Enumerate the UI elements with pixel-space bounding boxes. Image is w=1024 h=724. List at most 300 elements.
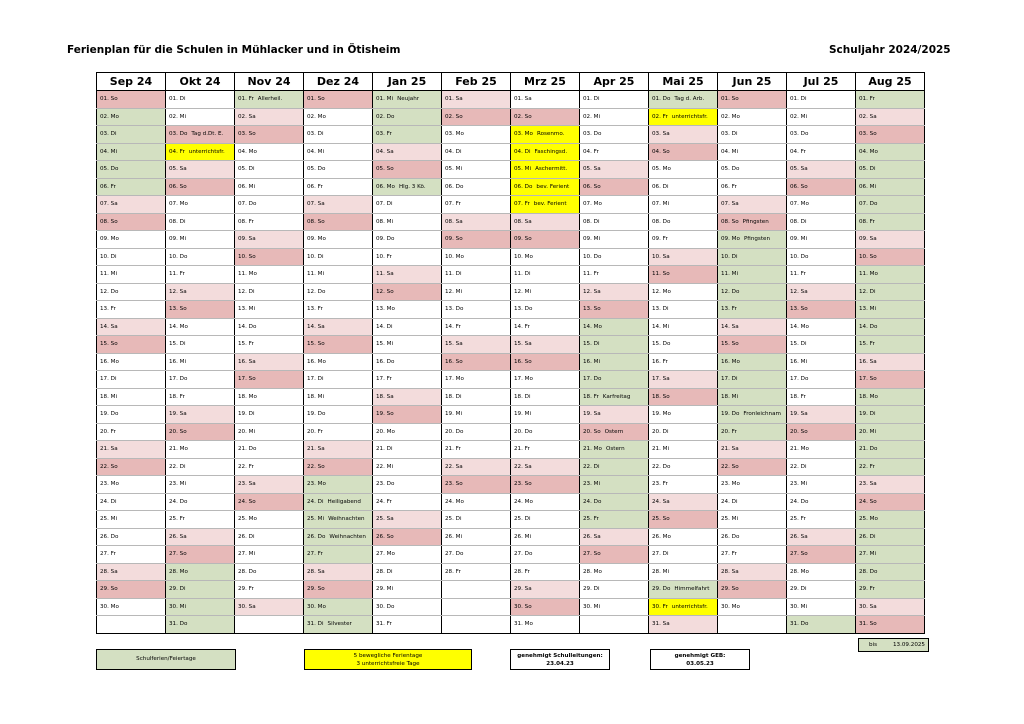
day-cell bbox=[718, 283, 787, 301]
day-cell bbox=[235, 318, 304, 336]
day-cell bbox=[787, 143, 856, 161]
table-row bbox=[97, 161, 925, 179]
day-label: 22. Di bbox=[583, 463, 600, 470]
day-cell bbox=[649, 423, 718, 441]
day-cell bbox=[718, 178, 787, 196]
day-cell bbox=[511, 581, 580, 599]
day-label: 31. Fr bbox=[376, 621, 392, 628]
day-label: 19. Sa bbox=[583, 411, 601, 418]
day-cell bbox=[580, 213, 649, 231]
day-label: 18. Di bbox=[514, 393, 531, 400]
day-label: 20. Fr bbox=[307, 428, 323, 435]
day-cell bbox=[580, 546, 649, 564]
day-label: 23. Mo bbox=[721, 481, 740, 488]
day-label: 10. Do bbox=[583, 253, 602, 260]
day-label: 07. Do bbox=[859, 201, 878, 208]
legend-schulleitungen-line2: 23.04.23 bbox=[546, 661, 574, 667]
day-note: Hlg. 3 Kö. bbox=[398, 183, 426, 190]
day-label: 22. Fr bbox=[859, 463, 875, 470]
day-cell bbox=[166, 301, 235, 319]
day-label: 31. Do bbox=[169, 621, 188, 628]
day-cell bbox=[787, 616, 856, 634]
day-cell bbox=[787, 248, 856, 266]
day-label: 17. So bbox=[859, 376, 877, 383]
day-label: 30. Sa bbox=[238, 603, 256, 610]
day-label: 11. Mo bbox=[859, 271, 878, 278]
day-label: 21. Fr bbox=[445, 446, 461, 453]
day-note: Pfingsten bbox=[743, 236, 771, 243]
day-cell bbox=[718, 318, 787, 336]
day-cell bbox=[718, 213, 787, 231]
day-label: 08. Sa bbox=[514, 218, 532, 225]
day-cell bbox=[787, 563, 856, 581]
day-label: 27. Fr bbox=[307, 551, 323, 558]
day-cell bbox=[649, 616, 718, 634]
day-cell bbox=[649, 528, 718, 546]
day-label: 08. Fr bbox=[859, 218, 875, 225]
day-cell bbox=[511, 546, 580, 564]
day-cell bbox=[97, 283, 166, 301]
day-cell bbox=[235, 301, 304, 319]
day-label: 13. So bbox=[790, 306, 808, 313]
day-note: Rosenmo. bbox=[536, 131, 565, 138]
day-cell bbox=[235, 108, 304, 126]
day-cell bbox=[649, 458, 718, 476]
day-cell bbox=[511, 266, 580, 284]
day-label: 25. So bbox=[652, 516, 670, 523]
day-cell bbox=[718, 406, 787, 424]
day-label: 26. Do bbox=[721, 533, 740, 540]
day-cell bbox=[856, 353, 925, 371]
day-cell bbox=[304, 458, 373, 476]
day-cell bbox=[235, 371, 304, 389]
day-cell bbox=[856, 458, 925, 476]
day-label: 28. Mo bbox=[169, 568, 188, 575]
day-label: 02. Do bbox=[376, 113, 395, 120]
day-label: 24. Do bbox=[583, 498, 602, 505]
day-cell bbox=[511, 493, 580, 511]
day-label: 09. Mi bbox=[169, 236, 187, 243]
legend-geb-line2: 03.05.23 bbox=[686, 661, 714, 667]
day-cell bbox=[580, 581, 649, 599]
table-row bbox=[97, 266, 925, 284]
day-cell bbox=[718, 161, 787, 179]
day-label: 06. Di bbox=[652, 183, 669, 190]
day-cell bbox=[787, 266, 856, 284]
day-cell bbox=[787, 581, 856, 599]
day-cell bbox=[718, 248, 787, 266]
day-cell bbox=[787, 528, 856, 546]
day-label: 01. Sa bbox=[514, 96, 532, 103]
day-label: 13. So bbox=[583, 306, 601, 313]
day-cell bbox=[166, 213, 235, 231]
day-note: unterrichtsfr. bbox=[671, 113, 708, 120]
day-label: 04. Mi bbox=[307, 148, 325, 155]
day-cell bbox=[442, 493, 511, 511]
day-label: 17. Di bbox=[721, 376, 738, 383]
day-cell bbox=[373, 108, 442, 126]
day-label: 03. Di bbox=[721, 131, 738, 138]
day-cell bbox=[442, 458, 511, 476]
day-cell bbox=[304, 511, 373, 529]
day-cell bbox=[580, 616, 649, 634]
day-cell bbox=[787, 423, 856, 441]
day-cell bbox=[856, 371, 925, 389]
day-label: 02. Mi bbox=[583, 113, 601, 120]
day-label: 02. Fr bbox=[652, 113, 668, 120]
legend-bewegliche-line2: 3 unterrichtsfreie Tage bbox=[356, 661, 420, 667]
day-cell bbox=[649, 283, 718, 301]
day-cell bbox=[787, 546, 856, 564]
day-cell bbox=[166, 161, 235, 179]
day-cell bbox=[373, 388, 442, 406]
day-cell bbox=[373, 581, 442, 599]
day-cell bbox=[97, 528, 166, 546]
day-cell bbox=[649, 178, 718, 196]
day-label: 29. So bbox=[100, 586, 118, 593]
day-cell bbox=[718, 528, 787, 546]
day-label: 31. So bbox=[859, 621, 877, 628]
day-label: 16. Do bbox=[376, 358, 395, 365]
day-label: 17. Do bbox=[790, 376, 809, 383]
day-label: 05. Mi bbox=[445, 166, 463, 173]
day-cell bbox=[304, 196, 373, 214]
day-cell bbox=[373, 231, 442, 249]
day-cell bbox=[97, 511, 166, 529]
table-row bbox=[97, 493, 925, 511]
day-label: 09. Do bbox=[376, 236, 395, 243]
day-cell bbox=[718, 511, 787, 529]
day-label: 08. So bbox=[721, 218, 739, 225]
day-cell bbox=[718, 196, 787, 214]
day-cell bbox=[718, 301, 787, 319]
day-cell bbox=[580, 196, 649, 214]
day-label: 21. Mo bbox=[583, 446, 602, 453]
day-cell bbox=[649, 213, 718, 231]
day-cell bbox=[856, 213, 925, 231]
day-cell bbox=[304, 248, 373, 266]
day-cell bbox=[856, 546, 925, 564]
day-cell bbox=[235, 283, 304, 301]
day-cell bbox=[235, 266, 304, 284]
day-cell bbox=[235, 441, 304, 459]
day-label: 14. Mo bbox=[790, 323, 809, 330]
day-cell bbox=[580, 406, 649, 424]
day-cell bbox=[166, 441, 235, 459]
day-cell bbox=[97, 143, 166, 161]
table-row bbox=[97, 563, 925, 581]
day-cell bbox=[511, 528, 580, 546]
day-cell bbox=[511, 458, 580, 476]
day-label: 27. Di bbox=[652, 551, 669, 558]
day-cell bbox=[718, 563, 787, 581]
day-label: 31. Do bbox=[790, 621, 809, 628]
day-cell bbox=[442, 371, 511, 389]
day-cell bbox=[304, 231, 373, 249]
day-cell bbox=[787, 301, 856, 319]
day-cell bbox=[718, 423, 787, 441]
day-label: 25. Fr bbox=[790, 516, 806, 523]
day-cell bbox=[373, 161, 442, 179]
month-header: Okt 24 bbox=[166, 73, 235, 91]
day-cell bbox=[166, 196, 235, 214]
day-cell bbox=[166, 528, 235, 546]
day-label: 09. Mo bbox=[307, 236, 326, 243]
day-cell bbox=[304, 266, 373, 284]
day-cell bbox=[373, 91, 442, 109]
day-cell bbox=[304, 493, 373, 511]
day-note: Heiligabend bbox=[327, 498, 361, 505]
day-cell bbox=[442, 616, 511, 634]
day-cell bbox=[649, 441, 718, 459]
holiday-calendar-table bbox=[96, 72, 925, 634]
day-label: 18. Mi bbox=[721, 393, 739, 400]
day-label: 13. Mo bbox=[376, 306, 395, 313]
day-cell bbox=[442, 301, 511, 319]
day-cell bbox=[304, 546, 373, 564]
day-label: 16. So bbox=[514, 358, 532, 365]
month-header: Dez 24 bbox=[304, 73, 373, 91]
day-cell bbox=[787, 161, 856, 179]
day-label: 30. Fr bbox=[652, 603, 668, 610]
day-label: 01. Di bbox=[790, 96, 807, 103]
day-cell bbox=[442, 546, 511, 564]
day-label: 13. Do bbox=[445, 306, 464, 313]
day-label: 20. Fr bbox=[721, 428, 737, 435]
day-label: 09. Mi bbox=[790, 236, 808, 243]
day-label: 16. Mi bbox=[583, 358, 601, 365]
day-cell bbox=[304, 353, 373, 371]
day-cell bbox=[442, 336, 511, 354]
day-cell bbox=[511, 353, 580, 371]
day-label: 16. Fr bbox=[652, 358, 668, 365]
table-row bbox=[97, 476, 925, 494]
day-label: 22. So bbox=[307, 463, 325, 470]
day-label: 24. Sa bbox=[652, 498, 670, 505]
day-label: 26. Mi bbox=[445, 533, 463, 540]
day-cell bbox=[97, 126, 166, 144]
day-cell bbox=[442, 563, 511, 581]
day-cell bbox=[235, 336, 304, 354]
month-header: Jan 25 bbox=[373, 73, 442, 91]
day-label: 09. Mo bbox=[100, 236, 119, 243]
day-label: 26. So bbox=[376, 533, 394, 540]
day-label: 06. Do bbox=[514, 183, 533, 190]
day-note: Allerheil. bbox=[257, 96, 283, 103]
day-label: 24. Mo bbox=[445, 498, 464, 505]
day-label: 21. Do bbox=[859, 446, 878, 453]
day-cell bbox=[304, 336, 373, 354]
day-cell bbox=[97, 161, 166, 179]
day-cell bbox=[97, 406, 166, 424]
month-header: Jul 25 bbox=[787, 73, 856, 91]
day-cell bbox=[856, 266, 925, 284]
day-cell bbox=[787, 126, 856, 144]
day-label: 29. Sa bbox=[514, 586, 532, 593]
day-label: 26. Sa bbox=[169, 533, 187, 540]
day-cell bbox=[373, 406, 442, 424]
day-label: 13. Mi bbox=[238, 306, 256, 313]
table-row bbox=[97, 283, 925, 301]
table-row bbox=[97, 91, 925, 109]
day-label: 22. Di bbox=[169, 463, 186, 470]
day-label: 24. So bbox=[238, 498, 256, 505]
day-label: 04. So bbox=[652, 148, 670, 155]
day-cell bbox=[442, 598, 511, 616]
day-label: 23. Mi bbox=[583, 481, 601, 488]
day-label: 21. Do bbox=[238, 446, 257, 453]
day-label: 10. Mo bbox=[445, 253, 464, 260]
day-label: 15. So bbox=[100, 341, 118, 348]
day-cell bbox=[373, 353, 442, 371]
day-label: 23. Mo bbox=[307, 481, 326, 488]
day-label: 02. So bbox=[514, 113, 532, 120]
day-label: 12. Sa bbox=[790, 288, 808, 295]
day-label: 01. Do bbox=[652, 96, 671, 103]
day-label: 04. Mo bbox=[238, 148, 257, 155]
day-note: Silvester bbox=[327, 621, 352, 628]
day-cell bbox=[442, 476, 511, 494]
day-cell bbox=[580, 336, 649, 354]
day-cell bbox=[235, 581, 304, 599]
day-label: 09. Sa bbox=[238, 236, 256, 243]
day-label: 16. So bbox=[445, 358, 463, 365]
month-header: Sep 24 bbox=[97, 73, 166, 91]
table-row bbox=[97, 511, 925, 529]
day-label: 17. So bbox=[238, 376, 256, 383]
day-label: 12. Sa bbox=[169, 288, 187, 295]
day-cell bbox=[304, 143, 373, 161]
day-cell bbox=[856, 423, 925, 441]
day-cell bbox=[373, 266, 442, 284]
day-cell bbox=[856, 91, 925, 109]
day-cell bbox=[856, 493, 925, 511]
day-cell bbox=[235, 546, 304, 564]
day-label: 05. Sa bbox=[790, 166, 808, 173]
day-cell bbox=[718, 388, 787, 406]
day-cell bbox=[373, 563, 442, 581]
day-label: 14. Fr bbox=[514, 323, 530, 330]
day-label: 25. Mo bbox=[859, 516, 878, 523]
day-label: 01. Di bbox=[583, 96, 600, 103]
day-cell bbox=[649, 493, 718, 511]
day-label: 06. So bbox=[583, 183, 601, 190]
day-label: 11. Mi bbox=[100, 271, 118, 278]
day-label: 16. Sa bbox=[238, 358, 256, 365]
day-note: Neujahr bbox=[397, 96, 420, 103]
day-cell bbox=[856, 406, 925, 424]
day-cell bbox=[442, 108, 511, 126]
day-cell bbox=[373, 318, 442, 336]
day-cell bbox=[373, 546, 442, 564]
day-label: 11. Fr bbox=[169, 271, 185, 278]
day-label: 26. Mo bbox=[652, 533, 671, 540]
day-label: 22. So bbox=[721, 463, 739, 470]
day-label: 05. Mo bbox=[652, 166, 671, 173]
day-cell bbox=[304, 318, 373, 336]
day-cell bbox=[787, 178, 856, 196]
day-label: 01. Mi bbox=[376, 96, 394, 103]
day-cell bbox=[442, 511, 511, 529]
day-label: 27. Do bbox=[445, 551, 464, 558]
day-label: 29. Fr bbox=[238, 586, 254, 593]
day-label: 15. Sa bbox=[445, 341, 463, 348]
day-cell bbox=[511, 423, 580, 441]
day-cell bbox=[97, 563, 166, 581]
day-label: 23. Sa bbox=[238, 481, 256, 488]
day-cell bbox=[718, 616, 787, 634]
day-label: 30. Do bbox=[376, 603, 395, 610]
day-cell bbox=[649, 301, 718, 319]
day-label: 23. Fr bbox=[652, 481, 668, 488]
day-label: 10. Mo bbox=[514, 253, 533, 260]
day-cell bbox=[97, 248, 166, 266]
day-label: 29. Do bbox=[652, 586, 671, 593]
day-label: 18. Fr bbox=[790, 393, 806, 400]
day-cell bbox=[442, 248, 511, 266]
day-cell bbox=[304, 178, 373, 196]
day-cell bbox=[511, 231, 580, 249]
day-cell bbox=[649, 231, 718, 249]
day-label: 15. Do bbox=[652, 341, 671, 348]
day-label: 03. Di bbox=[100, 131, 117, 138]
day-label: 20. So bbox=[169, 428, 187, 435]
day-cell bbox=[580, 371, 649, 389]
day-label: 14. Sa bbox=[100, 323, 118, 330]
day-note: Fronleichnam bbox=[743, 411, 781, 418]
day-label: 28. Mo bbox=[790, 568, 809, 575]
day-label: 09. Mo bbox=[721, 236, 740, 243]
day-label: 22. Di bbox=[790, 463, 807, 470]
day-label: 22. Mi bbox=[376, 463, 394, 470]
day-cell bbox=[580, 423, 649, 441]
day-note: bev. Ferient bbox=[536, 183, 570, 190]
day-label: 04. Sa bbox=[376, 148, 394, 155]
day-label: 05. Mi bbox=[514, 166, 532, 173]
day-label: 28. Do bbox=[859, 568, 878, 575]
day-label: 06. Fr bbox=[100, 183, 116, 190]
day-cell bbox=[304, 91, 373, 109]
table-row bbox=[97, 371, 925, 389]
day-label: 22. Sa bbox=[514, 463, 532, 470]
day-cell bbox=[856, 318, 925, 336]
day-label: 01. Di bbox=[169, 96, 186, 103]
day-label: 20. Mi bbox=[859, 428, 877, 435]
day-cell bbox=[304, 476, 373, 494]
day-cell bbox=[718, 91, 787, 109]
day-label: 05. Do bbox=[100, 166, 119, 173]
day-label: 02. Sa bbox=[238, 113, 256, 120]
day-label: 19. Do bbox=[721, 411, 740, 418]
day-cell bbox=[580, 388, 649, 406]
day-label: 23. Mi bbox=[790, 481, 808, 488]
table-row bbox=[97, 423, 925, 441]
day-cell bbox=[442, 266, 511, 284]
day-label: 07. Sa bbox=[100, 201, 118, 208]
day-cell bbox=[649, 266, 718, 284]
day-label: 10. Sa bbox=[652, 253, 670, 260]
day-label: 15. Di bbox=[583, 341, 600, 348]
day-label: 13. Fr bbox=[307, 306, 323, 313]
day-label: 25. Di bbox=[514, 516, 531, 523]
day-label: 22. Do bbox=[652, 463, 671, 470]
day-label: 31. Sa bbox=[652, 621, 670, 628]
day-label: 30. Mi bbox=[790, 603, 808, 610]
day-cell bbox=[304, 616, 373, 634]
day-label: 08. Mi bbox=[376, 218, 394, 225]
day-cell bbox=[787, 388, 856, 406]
day-label: 30. Mo bbox=[100, 603, 119, 610]
